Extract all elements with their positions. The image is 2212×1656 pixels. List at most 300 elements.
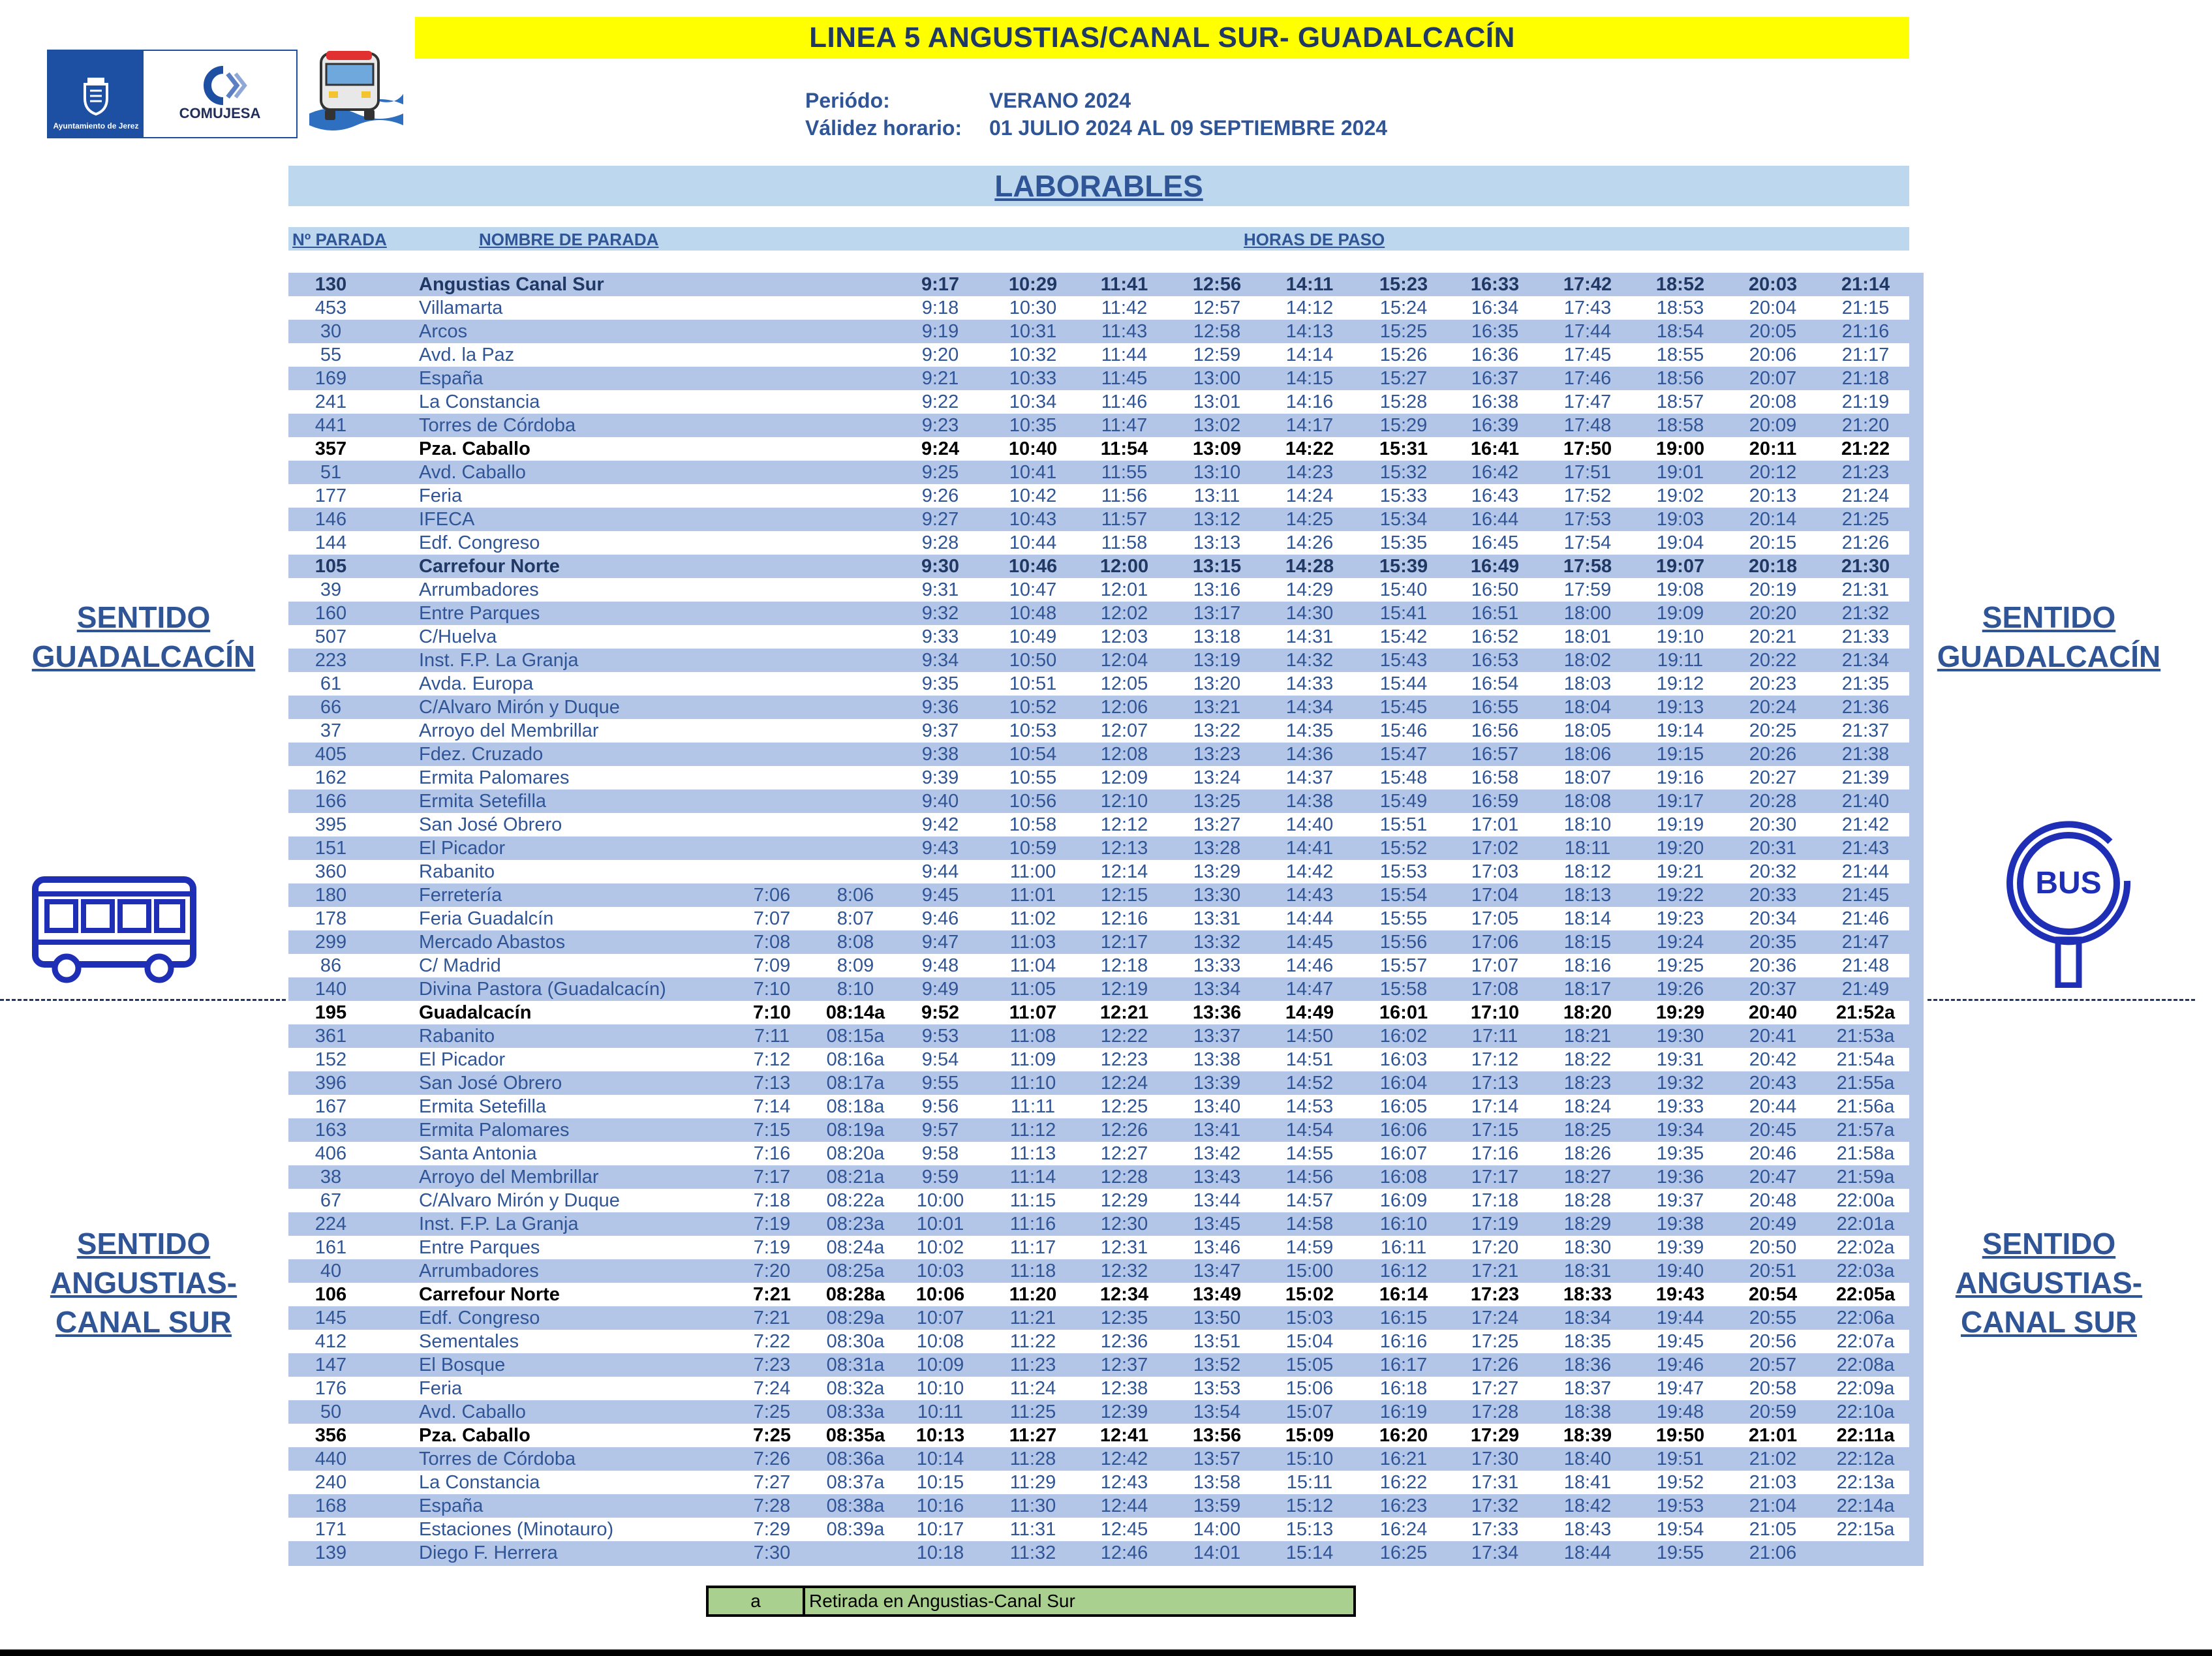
departure-time: 19:44 — [1656, 1308, 1704, 1328]
departure-time: 14:51 — [1285, 1049, 1334, 1070]
departure-time: 9:39 — [921, 767, 959, 788]
stop-name: San José Obrero — [419, 814, 562, 835]
departure-time: 9:52 — [921, 1002, 960, 1023]
departure-time: 14:52 — [1285, 1073, 1334, 1094]
departure-time: 15:26 — [1379, 345, 1428, 365]
departure-time: 10:42 — [1009, 485, 1057, 506]
departure-time: 11:07 — [1009, 1002, 1057, 1023]
stop-name: El Bosque — [419, 1355, 506, 1375]
departure-time: 17:42 — [1563, 274, 1612, 295]
departure-time: 08:14a — [825, 1002, 885, 1023]
departure-time: 11:29 — [1009, 1472, 1056, 1493]
departure-time: 13:33 — [1193, 955, 1241, 976]
departure-time: 12:02 — [1100, 603, 1148, 624]
departure-time: 12:56 — [1192, 274, 1242, 295]
departure-time: 11:57 — [1101, 509, 1148, 530]
departure-time: 19:04 — [1656, 532, 1704, 553]
validity-value: 01 JULIO 2024 AL 09 SEPTIEMBRE 2024 — [989, 116, 1388, 140]
departure-time: 20:46 — [1749, 1143, 1797, 1164]
departure-time: 14:00 — [1193, 1519, 1241, 1540]
departure-time: 13:13 — [1193, 532, 1241, 553]
departure-time: 16:41 — [1470, 438, 1520, 459]
departure-time: 10:41 — [1009, 462, 1057, 483]
page-title: LINEA 5 ANGUSTIAS/CANAL SUR- GUADALCACÍN — [415, 17, 1909, 59]
departure-time: 9:35 — [921, 673, 959, 694]
departure-time: 10:54 — [1009, 744, 1057, 765]
stop-number: 171 — [315, 1519, 347, 1540]
departure-time: 21:48 — [1841, 955, 1890, 976]
departure-time: 12:58 — [1193, 321, 1241, 342]
departure-time: 17:48 — [1563, 415, 1612, 436]
departure-time: 8:06 — [837, 885, 874, 906]
stop-number: 177 — [315, 485, 347, 506]
departure-time: 13:45 — [1193, 1214, 1241, 1234]
stop-name: El Picador — [419, 838, 506, 859]
table-row — [288, 930, 1909, 954]
departure-time: 19:07 — [1655, 556, 1705, 577]
table-row — [288, 555, 1909, 578]
table-row — [288, 1165, 1909, 1189]
table-row — [288, 1377, 1909, 1400]
departure-time: 13:00 — [1193, 368, 1241, 389]
departure-time: 14:16 — [1285, 391, 1334, 412]
stop-number: 176 — [315, 1378, 347, 1399]
departure-time: 17:54 — [1563, 532, 1612, 553]
departure-time: 10:17 — [916, 1519, 964, 1540]
departure-time: 19:52 — [1656, 1472, 1704, 1493]
departure-time: 14:15 — [1285, 368, 1334, 389]
stop-number: 39 — [320, 579, 342, 600]
stop-name: Torres de Córdoba — [419, 415, 576, 436]
departure-time: 16:11 — [1380, 1237, 1427, 1258]
comujesa-mark-icon — [187, 66, 253, 105]
departure-time: 9:25 — [921, 462, 959, 483]
stop-number: 130 — [315, 274, 347, 295]
departure-time: 17:03 — [1471, 861, 1519, 882]
stop-name: España — [419, 368, 484, 389]
departure-time: 13:50 — [1193, 1308, 1241, 1328]
table-row — [288, 437, 1909, 461]
side-label-line: SENTIDO — [76, 1227, 211, 1261]
departure-time: 10:52 — [1009, 697, 1057, 718]
departure-time: 12:06 — [1100, 697, 1148, 718]
side-label-line: GUADALCACÍN — [31, 639, 256, 673]
departure-time: 12:03 — [1100, 626, 1148, 647]
departure-time: 15:25 — [1379, 321, 1428, 342]
departure-time: 21:40 — [1841, 791, 1890, 812]
departure-time: 08:25a — [826, 1261, 885, 1281]
departure-time: 11:54 — [1100, 438, 1148, 459]
bus-logo-icon — [309, 48, 403, 134]
departure-time: 7:11 — [754, 1026, 790, 1047]
departure-time: 11:05 — [1009, 979, 1056, 1000]
departure-time: 11:12 — [1009, 1120, 1056, 1141]
departure-time: 10:10 — [916, 1378, 964, 1399]
departure-time: 19:26 — [1656, 979, 1704, 1000]
departure-time: 9:28 — [921, 532, 959, 553]
departure-time: 13:44 — [1193, 1190, 1241, 1211]
departure-time: 10:46 — [1008, 556, 1058, 577]
departure-time: 16:06 — [1379, 1120, 1428, 1141]
departure-time: 19:53 — [1656, 1495, 1704, 1516]
departure-time: 16:07 — [1379, 1143, 1428, 1164]
departure-time: 18:17 — [1563, 979, 1612, 1000]
departure-time: 12:08 — [1100, 744, 1148, 765]
departure-time: 12:09 — [1100, 767, 1148, 788]
departure-time: 20:18 — [1748, 556, 1798, 577]
departure-time: 20:41 — [1749, 1026, 1797, 1047]
table-row — [288, 696, 1909, 719]
departure-time: 20:42 — [1749, 1049, 1797, 1070]
departure-time: 08:16a — [826, 1049, 885, 1070]
departure-time: 19:35 — [1656, 1143, 1704, 1164]
stop-name: Inst. F.P. La Granja — [419, 650, 579, 671]
table-row — [288, 954, 1909, 977]
departure-time: 19:39 — [1656, 1237, 1704, 1258]
departure-time: 18:04 — [1563, 697, 1612, 718]
departure-time: 17:25 — [1471, 1331, 1519, 1352]
departure-time: 16:50 — [1471, 579, 1519, 600]
side-label-left-inbound — [20, 1224, 268, 1342]
stop-number: 360 — [315, 861, 347, 882]
stop-name: Entre Parques — [419, 1237, 540, 1258]
table-row — [288, 602, 1909, 625]
departure-time: 20:32 — [1749, 861, 1797, 882]
departure-time: 19:16 — [1656, 767, 1704, 788]
stop-number: 147 — [315, 1355, 347, 1375]
stop-number: 67 — [320, 1190, 342, 1211]
departure-time: 21:16 — [1841, 321, 1890, 342]
stop-number: 55 — [320, 345, 342, 365]
departure-time: 7:19 — [753, 1237, 791, 1258]
table-row — [288, 719, 1909, 743]
departure-time: 21:04 — [1749, 1495, 1797, 1516]
departure-time: 13:37 — [1193, 1026, 1241, 1047]
departure-time: 16:10 — [1379, 1214, 1428, 1234]
side-label-line: SENTIDO — [1982, 600, 2116, 634]
departure-time: 15:07 — [1285, 1402, 1334, 1422]
stop-number: 405 — [315, 744, 347, 765]
departure-time: 17:50 — [1563, 438, 1612, 459]
departure-time: 20:20 — [1749, 603, 1797, 624]
departure-time: 08:24a — [826, 1237, 885, 1258]
departure-time: 21:59a — [1836, 1167, 1895, 1188]
departure-time: 18:53 — [1656, 298, 1704, 318]
departure-time: 10:51 — [1009, 673, 1057, 694]
departure-time: 8:08 — [837, 932, 874, 953]
departure-time: 19:30 — [1656, 1026, 1704, 1047]
departure-time: 08:30a — [826, 1331, 885, 1352]
departure-time: 13:02 — [1193, 415, 1241, 436]
departure-time: 13:27 — [1193, 814, 1241, 835]
departure-time: 17:59 — [1563, 579, 1612, 600]
departure-time: 08:38a — [826, 1495, 885, 1516]
departure-time: 13:46 — [1193, 1237, 1241, 1258]
departure-time: 20:23 — [1749, 673, 1797, 694]
departure-time: 12:28 — [1100, 1167, 1148, 1188]
stop-number: 40 — [320, 1261, 342, 1281]
departure-time: 14:59 — [1285, 1237, 1334, 1258]
departure-time: 19:10 — [1656, 626, 1704, 647]
departure-time: 7:13 — [753, 1073, 791, 1094]
departure-time: 18:28 — [1563, 1190, 1612, 1211]
departure-time: 22:08a — [1836, 1355, 1895, 1375]
table-row — [288, 813, 1909, 836]
departure-time: 11:32 — [1009, 1542, 1056, 1563]
departure-time: 11:10 — [1009, 1073, 1056, 1094]
departure-time: 20:44 — [1749, 1096, 1797, 1117]
departure-time: 08:39a — [826, 1519, 885, 1540]
stop-number: 395 — [315, 814, 347, 835]
stop-name: Torres de Córdoba — [419, 1449, 576, 1469]
departure-time: 19:21 — [1656, 861, 1704, 882]
departure-time: 14:25 — [1285, 509, 1334, 530]
departure-time: 15:23 — [1379, 274, 1428, 295]
departure-time: 16:19 — [1379, 1402, 1428, 1422]
stop-name: C/ Madrid — [419, 955, 501, 976]
bus-stop-text: BUS — [2035, 866, 2102, 900]
departure-time: 11:01 — [1009, 885, 1056, 906]
departure-time: 7:15 — [753, 1120, 791, 1141]
stop-name: Ermita Setefilla — [419, 1096, 547, 1117]
departure-time: 15:09 — [1285, 1425, 1334, 1446]
departure-time: 11:23 — [1009, 1355, 1056, 1375]
departure-time: 17:45 — [1563, 345, 1612, 365]
departure-time: 9:44 — [921, 861, 959, 882]
departure-time: 9:18 — [921, 298, 959, 318]
departure-time: 19:20 — [1656, 838, 1704, 859]
departure-time: 9:46 — [921, 908, 959, 929]
departure-time: 9:42 — [921, 814, 959, 835]
departure-time: 16:52 — [1471, 626, 1519, 647]
departure-time: 18:10 — [1563, 814, 1612, 835]
departure-time: 16:54 — [1471, 673, 1519, 694]
departure-time: 15:02 — [1285, 1284, 1334, 1305]
departure-time: 15:11 — [1286, 1472, 1333, 1493]
side-label-line: GUADALCACÍN — [1937, 639, 2161, 673]
crest-icon — [78, 75, 114, 115]
departure-time: 18:05 — [1563, 720, 1612, 741]
stop-name: Fdez. Cruzado — [419, 744, 544, 765]
departure-time: 10:43 — [1009, 509, 1057, 530]
departure-time: 14:28 — [1285, 556, 1334, 577]
departure-time: 11:13 — [1009, 1143, 1056, 1164]
departure-time: 7:23 — [753, 1355, 791, 1375]
departure-time: 10:02 — [916, 1237, 964, 1258]
departure-time: 16:03 — [1379, 1049, 1428, 1070]
departure-time: 19:37 — [1656, 1190, 1704, 1211]
departure-time: 11:22 — [1009, 1331, 1056, 1352]
departure-time: 14:13 — [1285, 321, 1334, 342]
stop-name: Ferretería — [419, 885, 502, 906]
departure-time: 18:37 — [1563, 1378, 1612, 1399]
stop-name: Arroyo del Membrillar — [419, 1167, 599, 1188]
departure-time: 16:25 — [1379, 1542, 1428, 1563]
departure-time: 17:15 — [1471, 1120, 1519, 1141]
departure-time: 8:09 — [837, 955, 874, 976]
departure-time: 18:21 — [1563, 1026, 1612, 1047]
departure-time: 19:24 — [1656, 932, 1704, 953]
departure-time: 11:45 — [1101, 368, 1148, 389]
side-label-line: ANGUSTIAS- — [50, 1266, 238, 1300]
table-row — [288, 1283, 1909, 1306]
departure-time: 16:34 — [1471, 298, 1519, 318]
departure-time: 21:31 — [1841, 579, 1890, 600]
departure-time: 20:59 — [1749, 1402, 1797, 1422]
stop-number: 224 — [315, 1214, 347, 1234]
side-label-right-outbound — [1925, 598, 2173, 676]
departure-time: 9:19 — [921, 321, 959, 342]
departure-time: 18:02 — [1563, 650, 1612, 671]
departure-time: 18:07 — [1563, 767, 1612, 788]
departure-time: 20:12 — [1749, 462, 1797, 483]
departure-time: 12:34 — [1099, 1284, 1149, 1305]
stop-number: 507 — [315, 626, 347, 647]
departure-time: 14:11 — [1285, 274, 1334, 295]
departure-time: 11:11 — [1010, 1096, 1056, 1117]
departure-time: 20:58 — [1749, 1378, 1797, 1399]
departure-time: 13:24 — [1193, 767, 1241, 788]
departure-time: 15:54 — [1379, 885, 1428, 906]
departure-time: 14:54 — [1285, 1120, 1334, 1141]
stop-number: 163 — [315, 1120, 347, 1141]
departure-time: 18:16 — [1563, 955, 1612, 976]
departure-time: 9:55 — [921, 1073, 959, 1094]
table-row — [288, 1353, 1909, 1377]
departure-time: 14:29 — [1285, 579, 1334, 600]
table-row — [288, 1236, 1909, 1259]
departure-time: 19:40 — [1656, 1261, 1704, 1281]
departure-time: 13:59 — [1193, 1495, 1241, 1516]
departure-time: 9:49 — [921, 979, 959, 1000]
departure-time: 11:28 — [1009, 1449, 1056, 1469]
departure-time: 11:15 — [1009, 1190, 1056, 1211]
departure-time: 13:18 — [1193, 626, 1241, 647]
departure-time: 22:06a — [1836, 1308, 1895, 1328]
departure-time: 18:00 — [1563, 603, 1612, 624]
stop-name: Inst. F.P. La Granja — [419, 1214, 579, 1234]
departure-time: 10:47 — [1009, 579, 1057, 600]
departure-time: 10:11 — [917, 1402, 964, 1422]
departure-time: 22:11a — [1836, 1425, 1895, 1446]
departure-time: 13:56 — [1192, 1425, 1242, 1446]
departure-time: 17:23 — [1470, 1284, 1520, 1305]
departure-time: 18:22 — [1563, 1049, 1612, 1070]
table-row — [288, 1212, 1909, 1236]
departure-time: 08:22a — [826, 1190, 885, 1211]
departure-time: 11:24 — [1009, 1378, 1056, 1399]
departure-time: 16:51 — [1471, 603, 1519, 624]
table-row — [288, 1024, 1909, 1048]
departure-time: 18:30 — [1563, 1237, 1612, 1258]
departure-time: 12:13 — [1100, 838, 1148, 859]
stop-number: 240 — [315, 1472, 347, 1493]
departure-time: 20:24 — [1749, 697, 1797, 718]
departure-time: 15:57 — [1379, 955, 1428, 976]
table-row — [288, 907, 1909, 930]
stop-name: El Picador — [419, 1049, 506, 1070]
departure-time: 22:12a — [1836, 1449, 1895, 1469]
departure-time: 10:34 — [1009, 391, 1057, 412]
departure-time: 22:01a — [1836, 1214, 1895, 1234]
departure-time: 13:11 — [1193, 485, 1240, 506]
departure-time: 15:34 — [1379, 509, 1428, 530]
departure-time: 19:17 — [1656, 791, 1704, 812]
stop-number: 356 — [315, 1425, 347, 1446]
departure-time: 7:06 — [753, 885, 791, 906]
table-row — [288, 836, 1909, 860]
departure-time: 08:37a — [826, 1472, 885, 1493]
departure-time: 13:28 — [1193, 838, 1241, 859]
table-row — [288, 1494, 1909, 1518]
departure-time: 9:45 — [921, 885, 959, 906]
departure-time: 12:39 — [1100, 1402, 1148, 1422]
departure-time: 20:03 — [1748, 274, 1798, 295]
departure-time: 12:00 — [1099, 556, 1149, 577]
departure-time: 17:43 — [1563, 298, 1612, 318]
stop-number: 441 — [315, 415, 347, 436]
departure-time: 14:53 — [1285, 1096, 1334, 1117]
departure-time: 19:19 — [1656, 814, 1704, 835]
departure-time: 22:05a — [1836, 1284, 1896, 1305]
departure-time: 15:31 — [1379, 438, 1428, 459]
departure-time: 17:53 — [1563, 509, 1612, 530]
departure-time: 9:34 — [921, 650, 959, 671]
stop-name: Edf. Congreso — [419, 532, 540, 553]
stop-name: Sementales — [419, 1331, 519, 1352]
table-row — [288, 1095, 1909, 1118]
stop-number: 151 — [315, 838, 347, 859]
departure-time: 16:39 — [1471, 415, 1519, 436]
departure-time: 14:37 — [1285, 767, 1334, 788]
stop-name: Feria Guadalcín — [419, 908, 554, 929]
departure-time: 18:38 — [1563, 1402, 1612, 1422]
departure-time: 22:07a — [1836, 1331, 1895, 1352]
table-row — [288, 1424, 1909, 1447]
side-label-line: SENTIDO — [1982, 1227, 2116, 1261]
stop-number: 180 — [315, 885, 347, 906]
departure-time: 18:57 — [1656, 391, 1704, 412]
table-row — [288, 672, 1909, 696]
departure-time: 19:46 — [1656, 1355, 1704, 1375]
departure-time: 11:42 — [1101, 298, 1148, 318]
departure-time: 21:18 — [1841, 368, 1890, 389]
departure-time: 14:42 — [1285, 861, 1334, 882]
departure-time: 7:29 — [753, 1519, 791, 1540]
departure-time: 8:10 — [837, 979, 874, 1000]
departure-time: 21:42 — [1841, 814, 1890, 835]
departure-time: 7:24 — [753, 1378, 791, 1399]
departure-time: 12:30 — [1100, 1214, 1148, 1234]
departure-time: 18:03 — [1563, 673, 1612, 694]
departure-time: 22:00a — [1836, 1190, 1895, 1211]
departure-time: 9:53 — [921, 1026, 959, 1047]
departure-time: 18:24 — [1563, 1096, 1612, 1117]
departure-time: 7:14 — [753, 1096, 791, 1117]
departure-time: 10:40 — [1008, 438, 1058, 459]
departure-time: 10:29 — [1008, 274, 1058, 295]
departure-time: 19:15 — [1656, 744, 1704, 765]
departure-time: 20:45 — [1749, 1120, 1797, 1141]
departure-time: 11:46 — [1101, 391, 1148, 412]
departure-time: 18:33 — [1563, 1284, 1612, 1305]
departure-time: 7:08 — [753, 932, 791, 953]
table-row — [288, 790, 1909, 813]
departure-time: 18:42 — [1563, 1495, 1612, 1516]
departure-time: 16:43 — [1471, 485, 1519, 506]
stop-name: Entre Parques — [419, 603, 540, 624]
departure-time: 14:01 — [1193, 1542, 1241, 1563]
